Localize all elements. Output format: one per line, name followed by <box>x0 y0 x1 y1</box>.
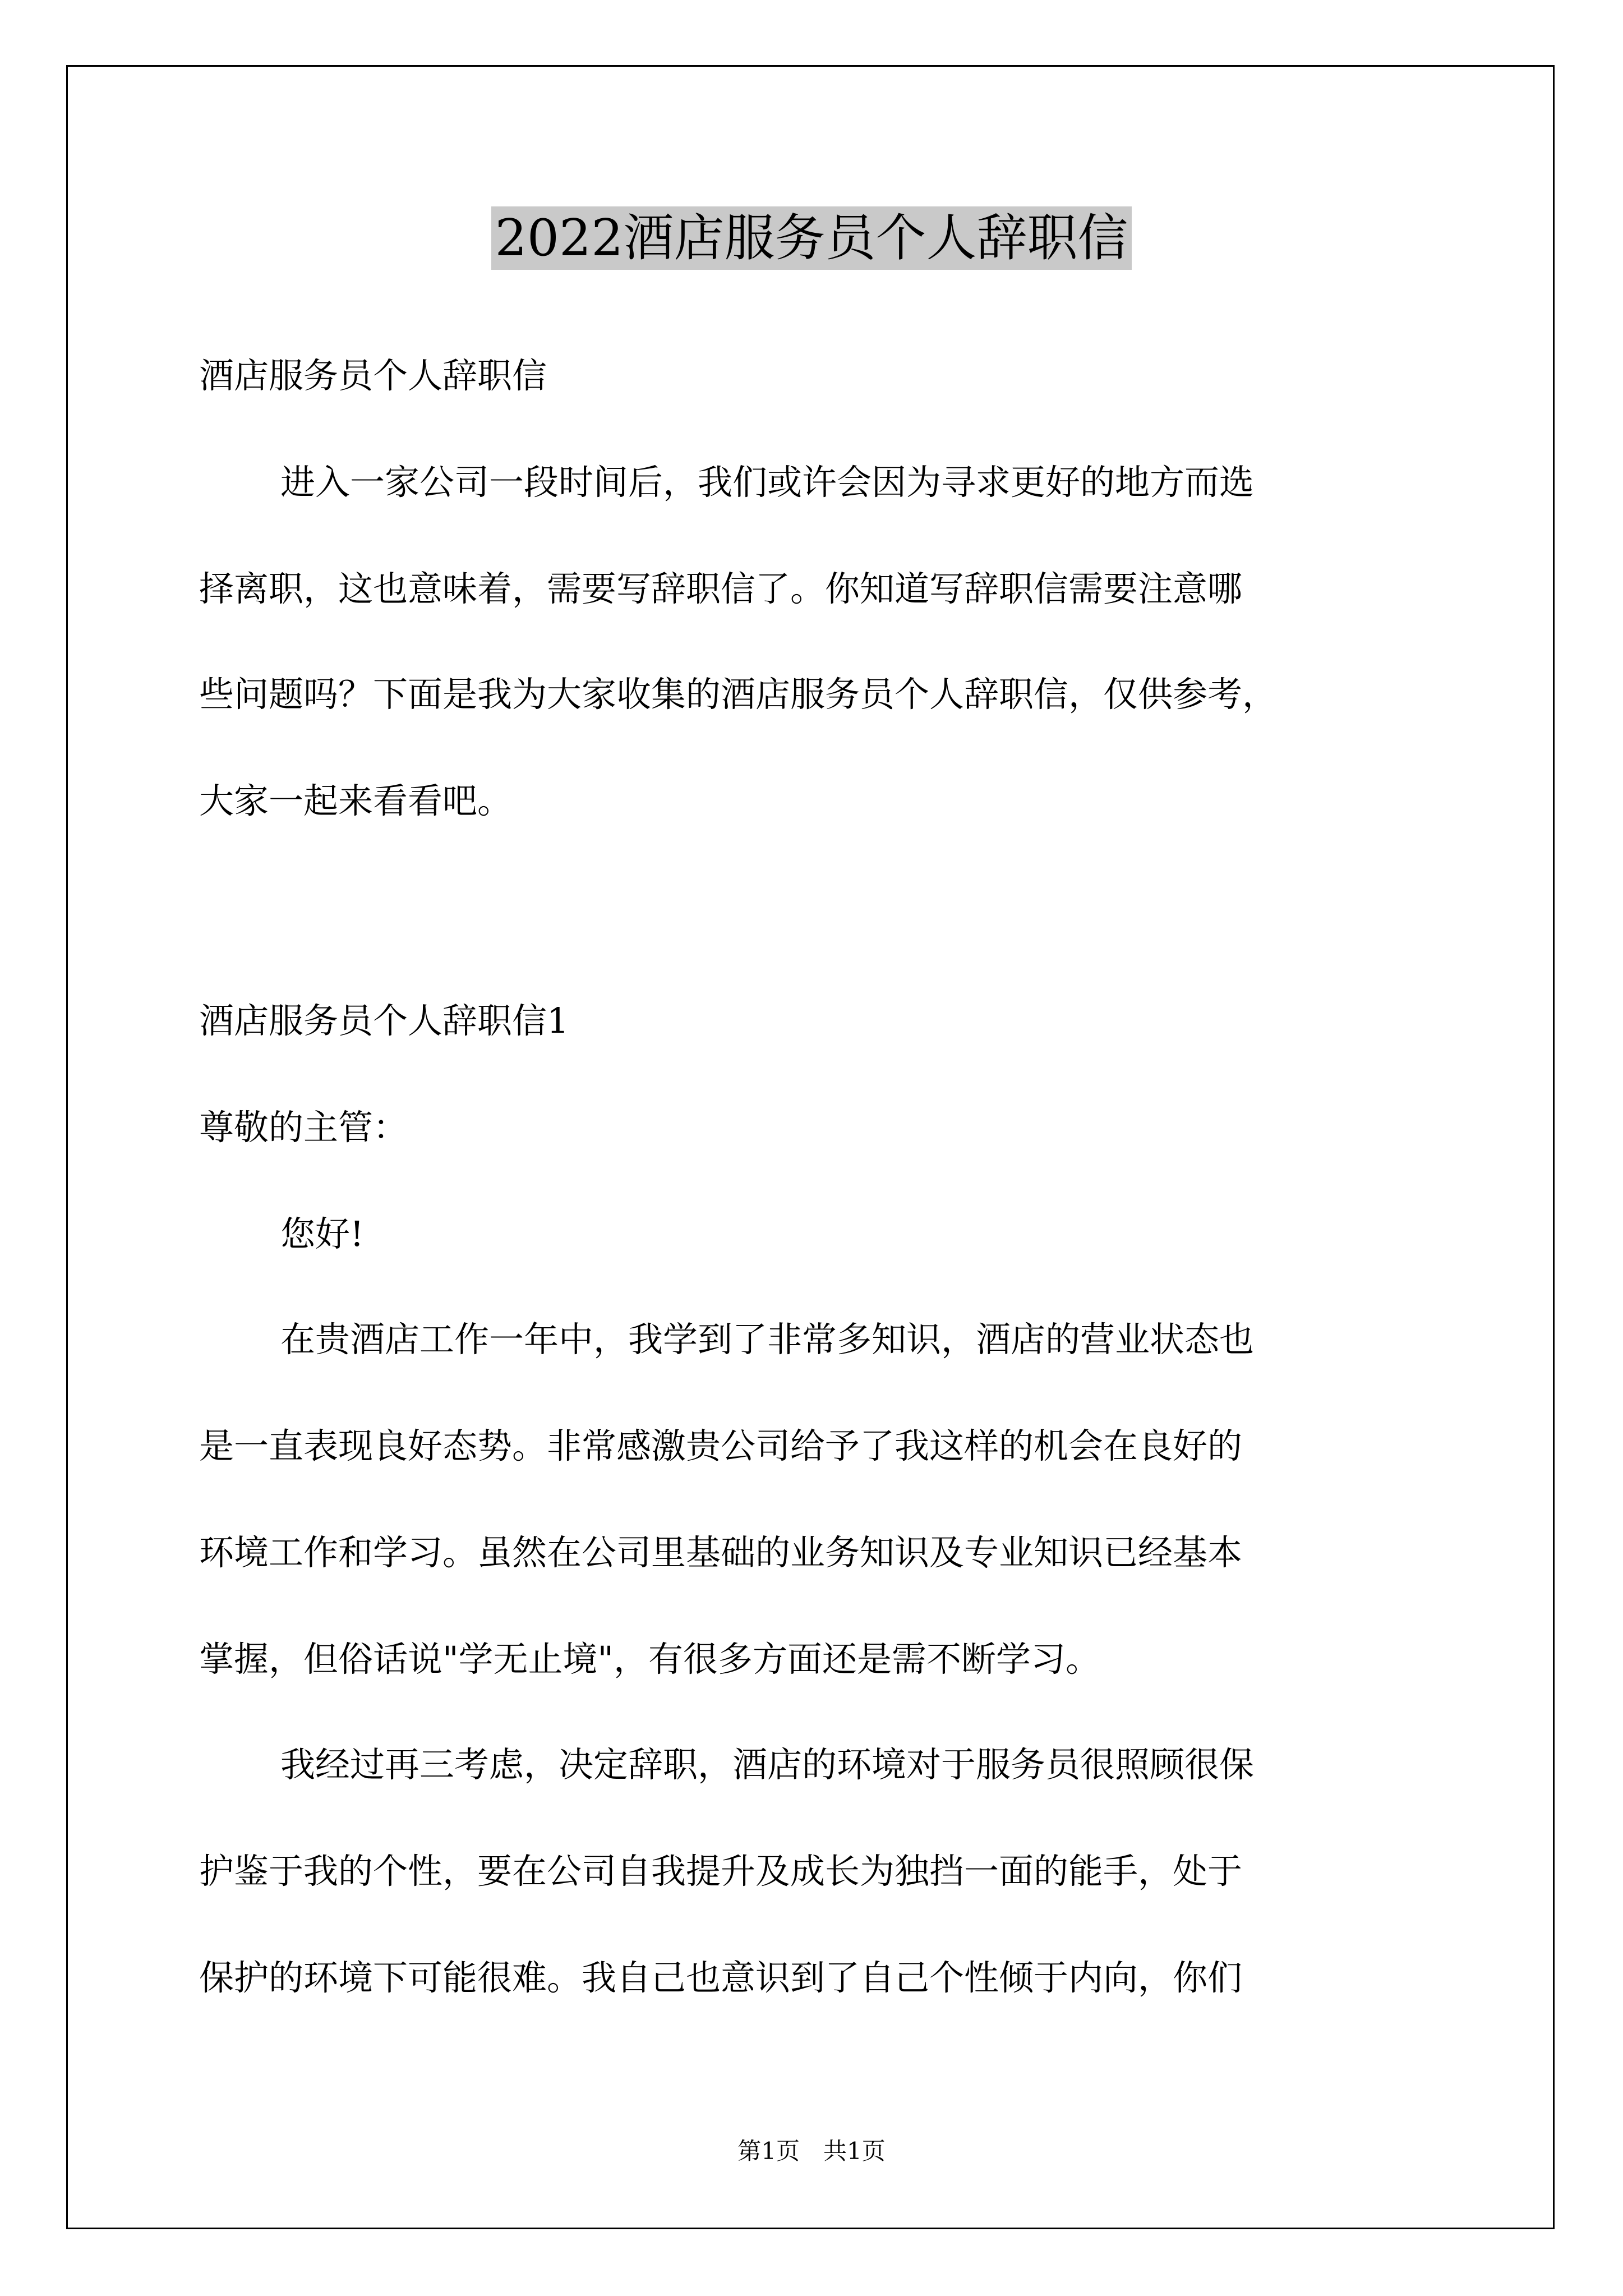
paragraph1-line-3: 环境工作和学习。虽然在公司里基础的业务知识及专业知识已经基本 <box>199 1532 1243 1573</box>
intro-line-3: 些问题吗？下面是我为大家收集的酒店服务员个人辞职信，仅供参考， <box>199 674 1278 715</box>
greeting: 您好! <box>280 1213 364 1254</box>
page-total: 共1页 <box>823 2137 886 2165</box>
paragraph1-line-1: 在贵酒店工作一年中，我学到了非常多知识，酒店的营业状态也 <box>280 1319 1255 1360</box>
paragraph2-line-2: 护鉴于我的个性，要在公司自我提升及成长为独挡一面的能手，处于 <box>199 1851 1243 1892</box>
paragraph2-line-1: 我经过再三考虑，决定辞职，酒店的环境对于服务员很照顾很保 <box>280 1744 1255 1785</box>
document-title-text: 2022酒店服务员个人辞职信 <box>491 206 1131 270</box>
section-heading: 酒店服务员个人辞职信1 <box>199 1000 569 1041</box>
paragraph1-line-2: 是一直表现良好态势。非常感激贵公司给予了我这样的机会在良好的 <box>199 1425 1243 1466</box>
document-title <box>0 202 1623 275</box>
document-subtitle: 酒店服务员个人辞职信 <box>199 355 547 396</box>
intro-line-4: 大家一起来看看吧。 <box>199 780 513 821</box>
intro-line-2: 择离职，这也意味着，需要写辞职信了。你知道写辞职信需要注意哪 <box>199 568 1243 609</box>
salutation: 尊敬的主管： <box>199 1107 408 1148</box>
page-footer <box>0 2134 1623 2168</box>
page-number: 第1页 <box>737 2137 800 2165</box>
paragraph2-line-3: 保护的环境下可能很难。我自己也意识到了自己个性倾于内向，你们 <box>199 1957 1243 1998</box>
intro-line-1: 进入一家公司一段时间后，我们或许会因为寻求更好的地方而选 <box>280 462 1255 503</box>
paragraph1-line-4: 掌握，但俗话说"学无止境"，有很多方面还是需不断学习。 <box>199 1639 1101 1680</box>
